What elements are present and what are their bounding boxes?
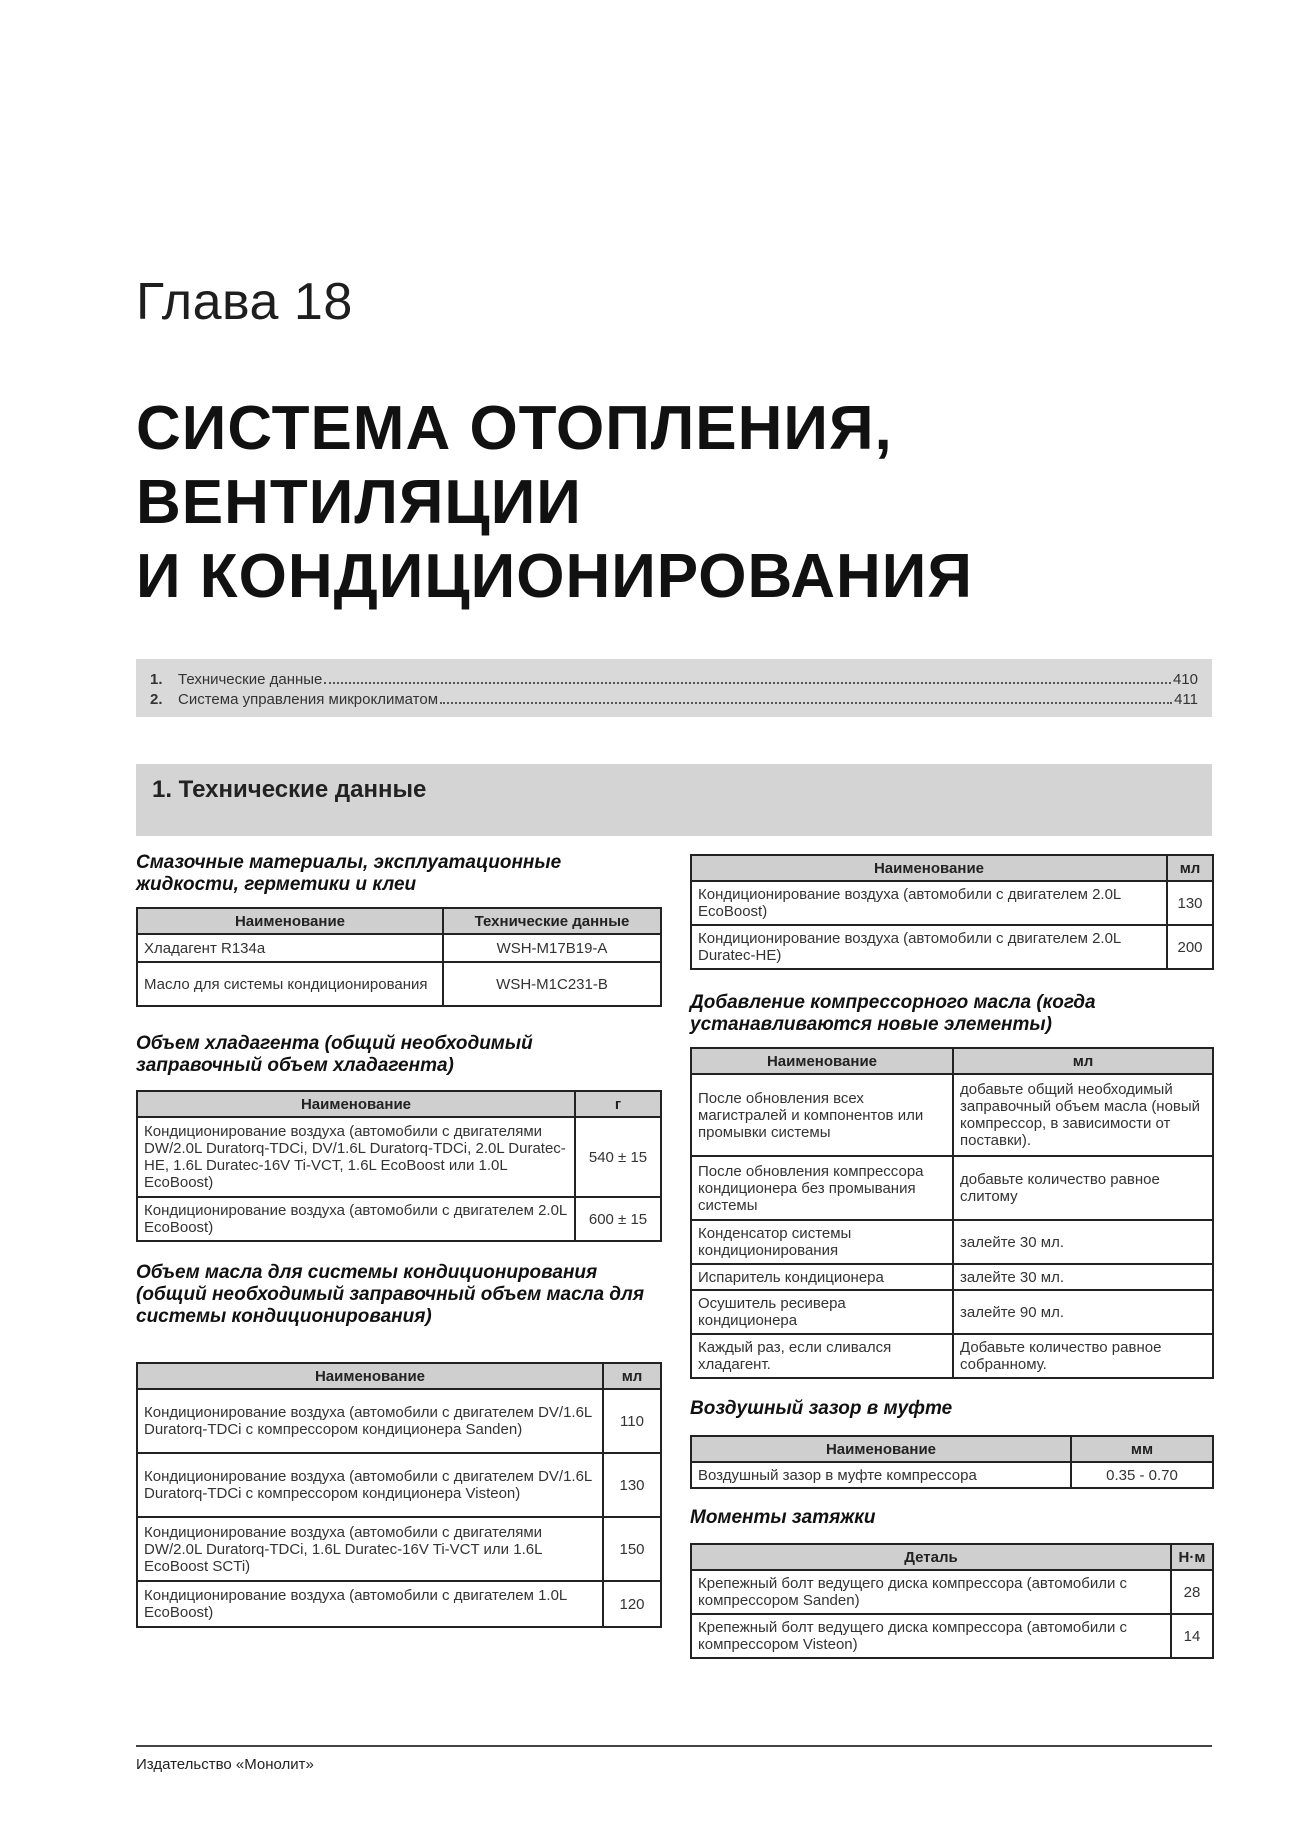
table-cell: Конденсатор системы кондиционирования [691,1220,953,1264]
table-cell: 28 [1171,1570,1213,1614]
column-header: Деталь [691,1544,1171,1570]
table-cell: Кондиционирование воздуха (автомобили с двигателем 1.0L EcoBoost) [137,1581,603,1627]
table-row [691,1264,1213,1290]
table-cell: Кондиционирование воздуха (автомобили с двигателями DW/2.0L Duratorq-TDCi, 1.6L Duratec-16V Ti-VCT или 1.6L EcoBoost SCTi) [137,1517,603,1581]
column-header: Технические данные [443,908,661,934]
table-row [691,1614,1213,1658]
table-cell: WSH-M17B19-A [443,934,661,962]
table-row [691,1074,1213,1156]
compressor-oil-title: Добавление компрессорного масла (когда устанавливаются новые элементы) [690,992,1096,1035]
table-cell: добавьте количество равное слитому [953,1156,1213,1220]
chapter-title [136,392,973,614]
table-cell: После обновления всех магистралей и компонентов или промывки системы [691,1074,953,1156]
table-cell: 110 [603,1389,661,1453]
lubricants-title: Смазочные материалы, эксплуатационные жидкости, герметики и клеи [136,852,562,895]
column-header: мл [953,1048,1213,1074]
toc-item[interactable] [150,668,1198,688]
chapter-title-line: СИСТЕМА ОТОПЛЕНИЯ, [136,394,893,463]
toc-leader [324,682,1171,684]
torque-title: Моменты затяжки [690,1507,876,1528]
table-cell: Добавьте количество равное собранному. [953,1334,1213,1378]
table-cell: Крепежный болт ведущего диска компрессора (автомобили с компрессором Sanden) [691,1570,1171,1614]
table-row [691,1462,1213,1488]
toc-number: 1. [150,671,163,688]
column-header: Наименование [137,908,443,934]
chapter-label: Глава 18 [136,273,353,331]
column-header: мл [1167,855,1213,881]
compressor-oil-table [690,1047,1214,1379]
section-header-bar [136,764,1212,836]
table-cell: Кондиционирование воздуха (автомобили с двигателем 2.0L EcoBoost) [137,1197,575,1241]
column-header: Наименование [691,855,1167,881]
table-row [137,1581,661,1627]
table-row [137,1453,661,1517]
table-cell: Масло для системы кондиционирования [137,962,443,1006]
table-row [137,1197,661,1241]
table-row [691,1290,1213,1334]
table-row [137,962,661,1006]
chapter-title-line: ВЕНТИЛЯЦИИ [136,468,582,537]
table-cell: 150 [603,1517,661,1581]
toc-item[interactable] [150,688,1198,708]
table-cell: Кондиционирование воздуха (автомобили с двигателем 2.0L Duratec-HE) [691,925,1167,969]
table-cell: WSH-M1C231-B [443,962,661,1006]
table-cell: Воздушный зазор в муфте компрессора [691,1462,1071,1488]
table-cell: Осушитель ресивера кондиционера [691,1290,953,1334]
table-cell: 130 [1167,881,1213,925]
table-cell: 14 [1171,1614,1213,1658]
table-row [137,1517,661,1581]
table-cell: 540 ± 15 [575,1117,661,1197]
table-cell: 120 [603,1581,661,1627]
table-row [137,934,661,962]
table-cell: Каждый раз, если сливался хладагент. [691,1334,953,1378]
table-row [691,1220,1213,1264]
table-row [691,1570,1213,1614]
table-cell: залейте 90 мл. [953,1290,1213,1334]
publisher-footer: Издательство «Монолит» [136,1756,314,1773]
column-header: Наименование [691,1436,1071,1462]
table-cell: Кондиционирование воздуха (автомобили с двигателями DW/2.0L Duratorq-TDCi, DV/1.6L Duratorq-TDCi, 2.0L Duratec-HE, 1.6L Duratec-16V Ti-VCT, 1.6L EcoBoost или 1.0L EcoBoost) [137,1117,575,1197]
table-cell: Кондиционирование воздуха (автомобили с двигателем DV/1.6L Duratorq-TDCi с компрессором кондиционера Visteon) [137,1453,603,1517]
footer-divider [136,1745,1212,1747]
table-cell: После обновления компрессора кондиционера без промывания системы [691,1156,953,1220]
table-cell: 0.35 - 0.70 [1071,1462,1213,1488]
table-cell: 200 [1167,925,1213,969]
refrigerant-table [136,1090,662,1242]
toc-leader [440,702,1172,704]
oil-volume-continued-table [690,854,1214,970]
torque-table [690,1543,1214,1659]
column-header: Наименование [137,1363,603,1389]
refrigerant-title: Объем хладагента (общий необходимый заправочный объем хладагента) [136,1033,533,1076]
oil-volume-table [136,1362,662,1628]
table-row [691,925,1213,969]
column-header: Н·м [1171,1544,1213,1570]
table-of-contents [136,659,1212,717]
toc-page: 411 [1174,691,1198,708]
table-cell: 600 ± 15 [575,1197,661,1241]
column-header: г [575,1091,661,1117]
table-cell: залейте 30 мл. [953,1220,1213,1264]
table-cell: Кондиционирование воздуха (автомобили с двигателем DV/1.6L Duratorq-TDCi с компрессором кондиционера Sanden) [137,1389,603,1453]
table-cell: 130 [603,1453,661,1517]
table-cell: Испаритель кондиционера [691,1264,953,1290]
table-cell: добавьте общий необходимый заправочный объем масла (новый компрессор, в зависимости от поставки). [953,1074,1213,1156]
section-heading: 1. Технические данные [152,776,427,803]
toc-page: 410 [1172,671,1198,688]
table-cell: залейте 30 мл. [953,1264,1213,1290]
table-cell: Кондиционирование воздуха (автомобили с двигателем 2.0L EcoBoost) [691,881,1167,925]
chapter-title-line: И КОНДИЦИОНИРОВАНИЯ [136,542,973,611]
column-header: Наименование [137,1091,575,1117]
table-row [691,1156,1213,1220]
toc-number: 2. [150,691,163,708]
table-row [137,1389,661,1453]
table-cell: Хладагент R134a [137,934,443,962]
lubricants-table [136,907,662,1007]
clutch-gap-title: Воздушный зазор в муфте [690,1398,953,1419]
column-header: мм [1071,1436,1213,1462]
table-row [691,1334,1213,1378]
table-row [691,881,1213,925]
table-row [137,1117,661,1197]
column-header: Наименование [691,1048,953,1074]
toc-title: Система управления микроклиматом [178,691,439,708]
column-header: мл [603,1363,661,1389]
clutch-gap-table [690,1435,1214,1489]
oil-volume-title: Объем масла для системы кондиционирования (общий необходимый заправочный объем масла для системы кондиционирования) [136,1262,645,1327]
table-cell: Крепежный болт ведущего диска компрессора (автомобили с компрессором Visteon) [691,1614,1171,1658]
toc-title: Технические данные [178,671,323,688]
